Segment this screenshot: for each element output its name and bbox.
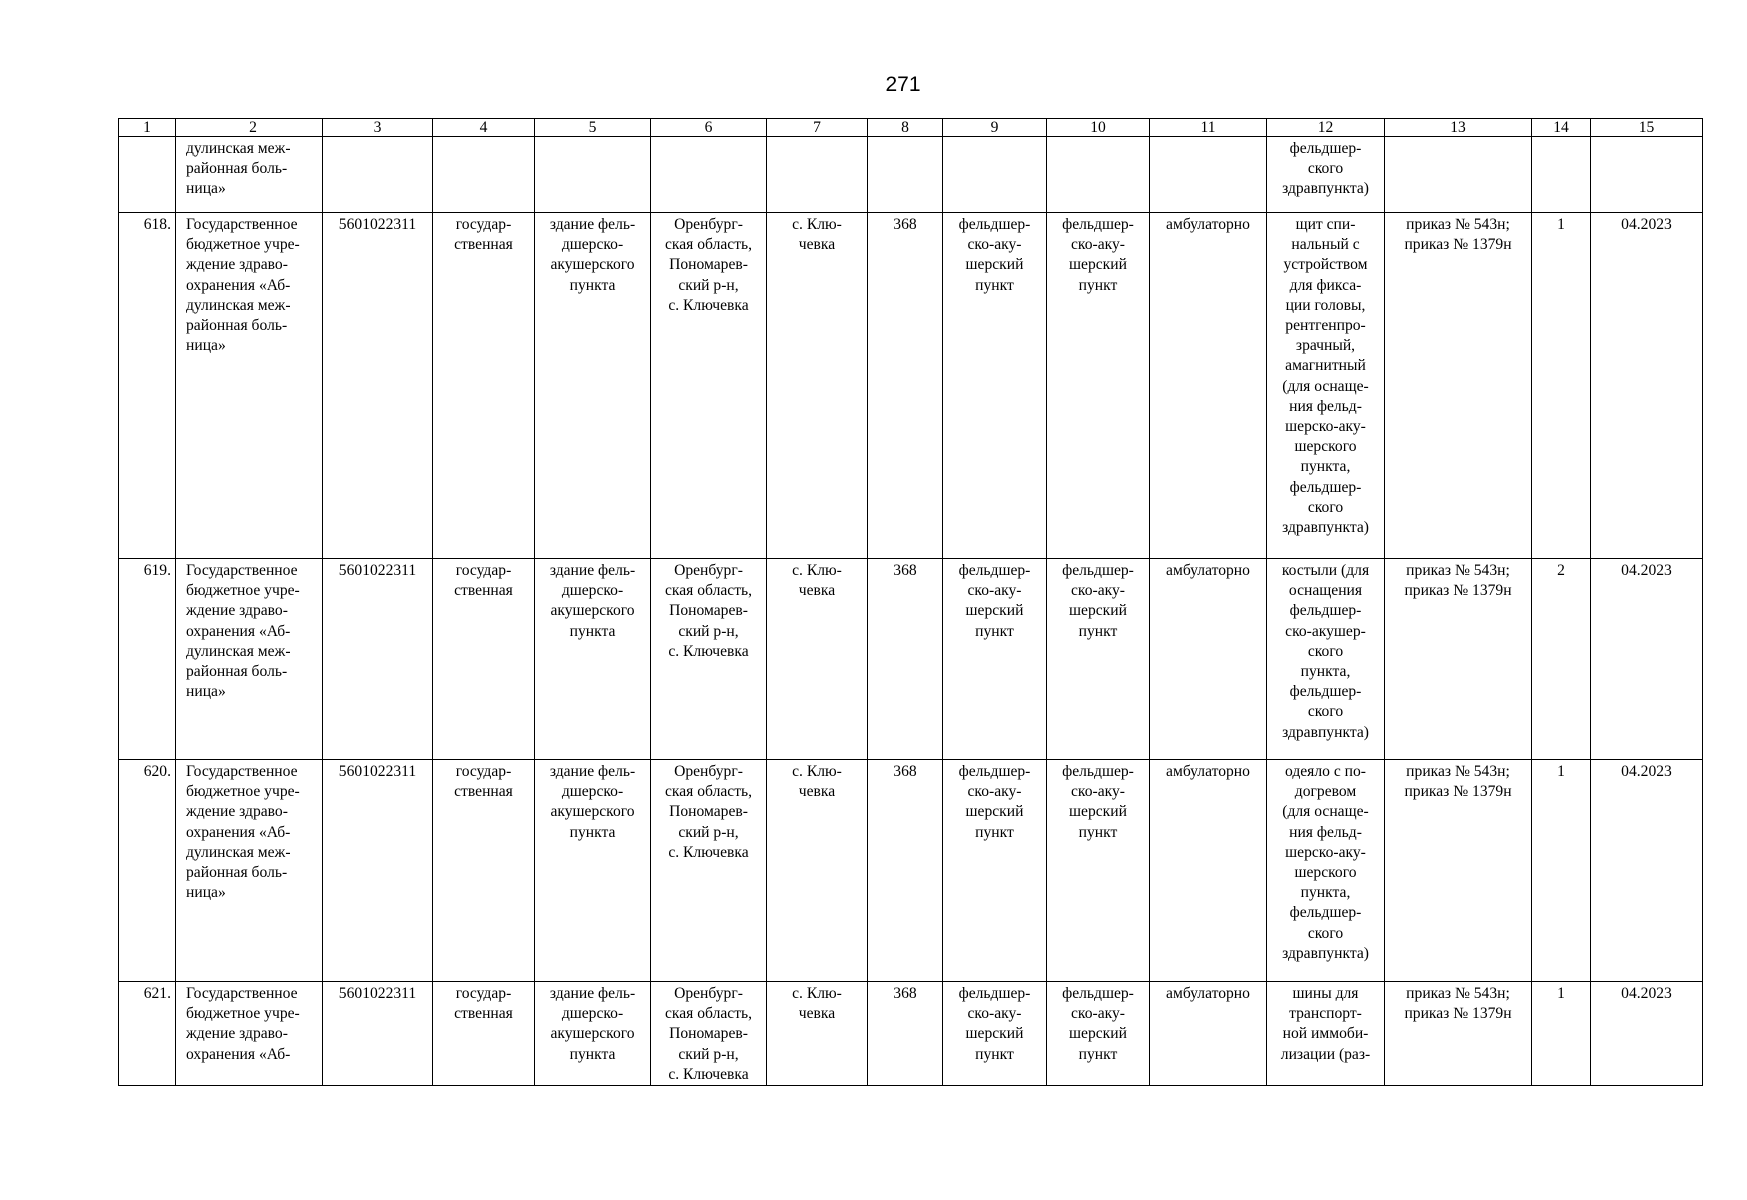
cell-address — [651, 982, 767, 1086]
cell-line: бюджетное учре- — [186, 783, 300, 801]
cell-line: чевка — [798, 582, 836, 600]
cell-building-type — [535, 559, 651, 760]
cell-line: костыли (для — [1281, 562, 1370, 579]
column-number-4: 4 — [433, 119, 535, 137]
column-number-1: 1 — [119, 119, 176, 137]
cell-line: фельдшер- — [1289, 602, 1362, 620]
cell-line: районная боль- — [186, 663, 288, 681]
cell-line: ско-аку- — [967, 1005, 1022, 1023]
cell-line: бюджетное учре- — [186, 236, 300, 254]
column-number-11: 11 — [1150, 119, 1267, 137]
column-number-13: 13 — [1385, 119, 1532, 137]
cell-line: здравпункта) — [1282, 723, 1369, 741]
cell-line: приказ № 543н; — [1406, 985, 1510, 1002]
cell-line: 619. — [143, 562, 171, 579]
cell-line: здание фель- — [549, 763, 636, 780]
cell-line: фельдшер- — [958, 985, 1031, 1002]
column-number-2: 2 — [176, 119, 323, 137]
cell-address — [651, 559, 767, 760]
cell-ownership-form — [433, 137, 535, 213]
cell-subdivision — [1047, 982, 1150, 1086]
cell-ownership-form — [433, 559, 535, 760]
cell-line: рентгенпро- — [1285, 317, 1366, 335]
table-row — [119, 760, 1703, 982]
cell-line: акушерского — [550, 256, 635, 274]
cell-line: государ- — [455, 216, 512, 233]
cell-line: фельдшер- — [1289, 904, 1362, 922]
cell-line: с. Клю- — [792, 216, 842, 233]
cell-line: шерский — [1069, 602, 1127, 620]
cell-equipment — [1267, 137, 1385, 213]
column-number-15: 15 — [1591, 119, 1703, 137]
cell-line: ница» — [186, 884, 226, 902]
cell-line: ждение здраво- — [186, 602, 288, 620]
cell-line: Пономарев- — [669, 1025, 748, 1043]
cell-ownership-form — [433, 982, 535, 1086]
cell-line: ского — [1307, 642, 1344, 660]
cell-line: Оренбург- — [674, 216, 743, 233]
cell-line: Оренбург- — [674, 763, 743, 780]
cell-line: шерский — [965, 602, 1024, 620]
cell-line: ной иммоби- — [1282, 1025, 1369, 1043]
cell-line: шины для — [1292, 985, 1359, 1002]
cell-line: 368 — [893, 216, 917, 233]
column-number-14: 14 — [1532, 119, 1591, 137]
cell-line: ско-аку- — [1071, 1005, 1125, 1023]
cell-line: шерский — [1069, 803, 1127, 821]
cell-equipment — [1267, 982, 1385, 1086]
cell-line: 1 — [1557, 763, 1565, 780]
register-table — [118, 118, 1703, 1086]
cell-line: бюджетное учре- — [186, 582, 300, 600]
cell-line: приказ № 1379н — [1404, 236, 1512, 254]
cell-line: приказ № 543н; — [1406, 216, 1510, 233]
cell-equipment — [1267, 213, 1385, 559]
cell-line: Пономарев- — [669, 803, 748, 821]
cell-line: амагнитный — [1285, 357, 1366, 375]
cell-settlement — [767, 559, 868, 760]
cell-line: ница» — [186, 180, 226, 198]
column-number-6: 6 — [651, 119, 767, 137]
register-body — [119, 119, 1703, 1086]
cell-subdivision — [1047, 559, 1150, 760]
cell-line: здание фель- — [549, 216, 636, 233]
cell-line: ско-аку- — [1071, 582, 1125, 600]
cell-quantity — [1532, 982, 1591, 1086]
table-row — [119, 213, 1703, 559]
cell-row-number — [119, 137, 176, 213]
cell-line: фельдшер- — [1062, 985, 1134, 1002]
cell-line: шерский — [1069, 256, 1127, 274]
cell-quantity — [1532, 213, 1591, 559]
cell-line: ский р-н, — [678, 622, 739, 640]
cell-quantity — [1532, 760, 1591, 982]
cell-line: пункт — [1078, 622, 1118, 640]
cell-line: приказ № 543н; — [1406, 763, 1510, 780]
cell-row-number — [119, 760, 176, 982]
cell-line: с. Клю- — [792, 562, 842, 579]
cell-organization-name — [176, 213, 323, 559]
cell-line: фельдшер- — [1289, 478, 1362, 496]
cell-line: дшерско- — [561, 1005, 624, 1023]
column-number-3: 3 — [323, 119, 433, 137]
cell-line: для фикса- — [1289, 276, 1362, 294]
cell-line: пункт — [975, 823, 1014, 841]
column-number-12: 12 — [1267, 119, 1385, 137]
cell-line: пункта, — [1300, 884, 1351, 902]
cell-line: чевка — [798, 236, 836, 254]
cell-line: ская область, — [664, 582, 753, 600]
column-number-9: 9 — [943, 119, 1047, 137]
cell-line: пункт — [975, 622, 1014, 640]
cell-line: зрачный, — [1295, 337, 1356, 355]
cell-organization-name — [176, 760, 323, 982]
cell-line: пункта — [569, 276, 616, 294]
cell-line: 5601022311 — [338, 763, 417, 780]
cell-line: ско-аку- — [1071, 783, 1125, 801]
cell-settlement — [767, 213, 868, 559]
cell-ownership-form — [433, 760, 535, 982]
cell-line: приказ № 1379н — [1404, 783, 1512, 801]
cell-date — [1591, 982, 1703, 1086]
cell-line: ственная — [454, 582, 513, 600]
cell-line: Оренбург- — [674, 985, 743, 1002]
cell-line: шерского — [1294, 438, 1357, 456]
cell-line: Государственное — [186, 216, 298, 233]
cell-subdivision — [1047, 760, 1150, 982]
cell-code — [868, 982, 943, 1086]
cell-line: ский р-н, — [678, 823, 739, 841]
cell-line: шерский — [965, 803, 1024, 821]
cell-line: дулинская меж- — [186, 140, 291, 157]
cell-line: ского — [1307, 160, 1344, 178]
cell-line: ственная — [454, 1005, 513, 1023]
cell-line: здравпункта) — [1282, 944, 1369, 962]
cell-line: 2 — [1557, 562, 1565, 579]
cell-line: ско-аку- — [967, 783, 1022, 801]
cell-line: нальный с — [1291, 236, 1360, 254]
cell-line: чевка — [798, 1005, 836, 1023]
cell-line: охранения «Аб- — [186, 1045, 291, 1063]
cell-line: амбулаторно — [1166, 763, 1250, 780]
cell-line: охранения «Аб- — [186, 622, 291, 640]
column-number-row — [119, 119, 1703, 137]
cell-line: лизации (раз- — [1280, 1045, 1371, 1063]
cell-line: с. Ключевка — [668, 843, 749, 861]
cell-row-number — [119, 213, 176, 559]
cell-line: 5601022311 — [338, 562, 417, 579]
cell-organization-name — [176, 137, 323, 213]
cell-line: амбулаторно — [1166, 216, 1250, 233]
cell-line: ции головы, — [1285, 296, 1366, 314]
cell-address — [651, 760, 767, 982]
column-number-8: 8 — [868, 119, 943, 137]
cell-line: шерский — [965, 256, 1024, 274]
cell-organization-name — [176, 559, 323, 760]
cell-ownership-form — [433, 213, 535, 559]
cell-line: дшерско- — [561, 783, 624, 801]
page-number: 271 — [885, 73, 921, 96]
cell-line: с. Ключевка — [668, 1065, 749, 1083]
cell-line: охранения «Аб- — [186, 823, 291, 841]
cell-line: пункта, — [1300, 458, 1351, 476]
table-row — [119, 982, 1703, 1086]
cell-line: устройством — [1283, 256, 1368, 274]
cell-quantity — [1532, 137, 1591, 213]
cell-line: 368 — [893, 562, 917, 579]
cell-line: Государственное — [186, 763, 298, 780]
cell-line: ский р-н, — [678, 276, 739, 294]
cell-unit-type — [943, 559, 1047, 760]
cell-line: ния фельд- — [1289, 397, 1362, 415]
cell-line: приказ № 543н; — [1406, 562, 1510, 579]
cell-line: 04.2023 — [1621, 763, 1672, 780]
cell-line: пункт — [1078, 1045, 1118, 1063]
cell-regulation — [1385, 213, 1532, 559]
table-row — [119, 559, 1703, 760]
cell-address — [651, 213, 767, 559]
cell-date — [1591, 559, 1703, 760]
cell-line: здравпункта) — [1282, 519, 1369, 537]
cell-line: шерско-аку- — [1285, 843, 1366, 861]
cell-line: пункта — [569, 1045, 616, 1063]
cell-line: пункт — [975, 1045, 1014, 1063]
cell-line: пункта — [569, 622, 616, 640]
cell-care-form — [1150, 559, 1267, 760]
cell-code — [868, 760, 943, 982]
cell-line: ждение здраво- — [186, 1025, 288, 1043]
cell-inn — [323, 137, 433, 213]
cell-line: фельдшер- — [1062, 763, 1134, 780]
cell-line: государ- — [455, 562, 512, 579]
cell-subdivision — [1047, 137, 1150, 213]
cell-organization-name — [176, 982, 323, 1086]
cell-code — [868, 137, 943, 213]
cell-line: амбулаторно — [1166, 985, 1250, 1002]
cell-line: с. Клю- — [792, 985, 842, 1002]
cell-line: щит спи- — [1295, 216, 1356, 233]
cell-line: акушерского — [550, 1025, 635, 1043]
cell-subdivision — [1047, 213, 1150, 559]
cell-line: чевка — [798, 783, 836, 801]
cell-line: ский р-н, — [678, 1045, 739, 1063]
cell-unit-type — [943, 137, 1047, 213]
cell-inn — [323, 559, 433, 760]
cell-line: 620. — [143, 763, 171, 780]
cell-settlement — [767, 137, 868, 213]
cell-line: охранения «Аб- — [186, 276, 291, 294]
column-number-7: 7 — [767, 119, 868, 137]
cell-line: ния фельд- — [1289, 823, 1362, 841]
cell-line: фельдшер- — [1289, 683, 1362, 701]
cell-building-type — [535, 213, 651, 559]
cell-unit-type — [943, 982, 1047, 1086]
cell-line: государ- — [455, 985, 512, 1002]
cell-building-type — [535, 137, 651, 213]
cell-line: ско-аку- — [967, 236, 1022, 254]
cell-equipment — [1267, 760, 1385, 982]
cell-line: районная боль- — [186, 160, 288, 178]
cell-line: дулинская меж- — [186, 843, 291, 861]
cell-line: Государственное — [186, 562, 298, 579]
cell-line: пункт — [1078, 823, 1118, 841]
cell-line: акушерского — [550, 803, 635, 821]
cell-line: пункт — [1078, 276, 1118, 294]
cell-row-number — [119, 559, 176, 760]
cell-regulation — [1385, 982, 1532, 1086]
cell-line: здание фель- — [549, 985, 636, 1002]
cell-line: амбулаторно — [1166, 562, 1250, 579]
cell-line: 368 — [893, 763, 917, 780]
cell-inn — [323, 982, 433, 1086]
cell-line: 04.2023 — [1621, 216, 1672, 233]
cell-line: ждение здраво- — [186, 256, 288, 274]
cell-line: приказ № 1379н — [1404, 582, 1512, 600]
cell-line: ственная — [454, 236, 513, 254]
cell-line: 368 — [893, 985, 917, 1002]
cell-equipment — [1267, 559, 1385, 760]
cell-code — [868, 213, 943, 559]
cell-line: ская область, — [664, 236, 753, 254]
cell-line: фельдшер- — [1062, 562, 1134, 579]
cell-line: дшерско- — [561, 236, 624, 254]
cell-address — [651, 137, 767, 213]
cell-unit-type — [943, 760, 1047, 982]
cell-line: ского — [1307, 498, 1344, 516]
cell-line: акушерского — [550, 602, 635, 620]
cell-line: шерский — [965, 1025, 1024, 1043]
cell-settlement — [767, 760, 868, 982]
cell-regulation — [1385, 137, 1532, 213]
cell-line: ского — [1307, 703, 1344, 721]
cell-line: ского — [1307, 924, 1344, 942]
cell-line: с. Ключевка — [668, 642, 749, 660]
cell-line: 04.2023 — [1621, 985, 1672, 1002]
cell-unit-type — [943, 213, 1047, 559]
column-number-10: 10 — [1047, 119, 1150, 137]
cell-line: 1 — [1557, 985, 1565, 1002]
column-number-5: 5 — [535, 119, 651, 137]
cell-care-form — [1150, 137, 1267, 213]
cell-line: ско-аку- — [967, 582, 1022, 600]
cell-line: (для оснаще- — [1282, 377, 1369, 395]
cell-line: здание фель- — [549, 562, 636, 579]
cell-line: Пономарев- — [669, 256, 748, 274]
cell-line: 618. — [143, 216, 171, 233]
cell-line: фельдшер- — [958, 216, 1031, 233]
table-row — [119, 137, 1703, 213]
cell-line: 5601022311 — [338, 985, 417, 1002]
cell-line: ско-аку- — [1071, 236, 1125, 254]
cell-line: 5601022311 — [338, 216, 417, 233]
cell-date — [1591, 213, 1703, 559]
cell-line: шерский — [1069, 1025, 1127, 1043]
cell-line: фельдшер- — [958, 763, 1031, 780]
cell-line: 621. — [143, 985, 171, 1002]
cell-code — [868, 559, 943, 760]
cell-regulation — [1385, 559, 1532, 760]
cell-line: пункта, — [1300, 663, 1351, 681]
cell-line: догревом — [1294, 783, 1357, 801]
cell-line: ственная — [454, 783, 513, 801]
cell-care-form — [1150, 760, 1267, 982]
cell-care-form — [1150, 213, 1267, 559]
cell-building-type — [535, 982, 651, 1086]
cell-inn — [323, 760, 433, 982]
cell-line: фельдшер- — [958, 562, 1031, 579]
cell-line: государ- — [455, 763, 512, 780]
cell-line: оснащения — [1288, 582, 1363, 600]
cell-line: здравпункта) — [1282, 180, 1369, 198]
cell-line: 1 — [1557, 216, 1565, 233]
cell-line: приказ № 1379н — [1404, 1005, 1512, 1023]
cell-line: Пономарев- — [669, 602, 748, 620]
cell-line: бюджетное учре- — [186, 1005, 300, 1023]
cell-line: районная боль- — [186, 317, 288, 335]
cell-line: с. Ключевка — [668, 296, 749, 314]
cell-line: районная боль- — [186, 864, 288, 882]
cell-settlement — [767, 982, 868, 1086]
cell-line: с. Клю- — [792, 763, 842, 780]
cell-line: ница» — [186, 337, 226, 355]
cell-line: фельдшер- — [1062, 216, 1134, 233]
cell-line: ско-акушер- — [1285, 622, 1366, 640]
cell-quantity — [1532, 559, 1591, 760]
cell-line: Оренбург- — [674, 562, 743, 579]
cell-line: фельдшер- — [1289, 140, 1362, 157]
cell-row-number — [119, 982, 176, 1086]
cell-line: 04.2023 — [1621, 562, 1672, 579]
cell-line: одеяло с по- — [1284, 763, 1366, 780]
cell-building-type — [535, 760, 651, 982]
cell-line: ница» — [186, 683, 226, 701]
cell-line: ская область, — [664, 1005, 753, 1023]
cell-line: транспорт- — [1289, 1005, 1362, 1023]
cell-line: шерско-аку- — [1285, 418, 1366, 436]
cell-line: дулинская меж- — [186, 642, 291, 660]
cell-line: ждение здраво- — [186, 803, 288, 821]
cell-line: шерского — [1294, 864, 1357, 882]
cell-line: дулинская меж- — [186, 296, 291, 314]
cell-date — [1591, 137, 1703, 213]
cell-line: дшерско- — [561, 582, 624, 600]
cell-care-form — [1150, 982, 1267, 1086]
cell-date — [1591, 760, 1703, 982]
cell-regulation — [1385, 760, 1532, 982]
cell-inn — [323, 213, 433, 559]
cell-line: пункт — [975, 276, 1014, 294]
cell-line: пункта — [569, 823, 616, 841]
cell-line: ская область, — [664, 783, 753, 801]
cell-line: (для оснаще- — [1282, 803, 1369, 821]
cell-line: Государственное — [186, 985, 298, 1002]
